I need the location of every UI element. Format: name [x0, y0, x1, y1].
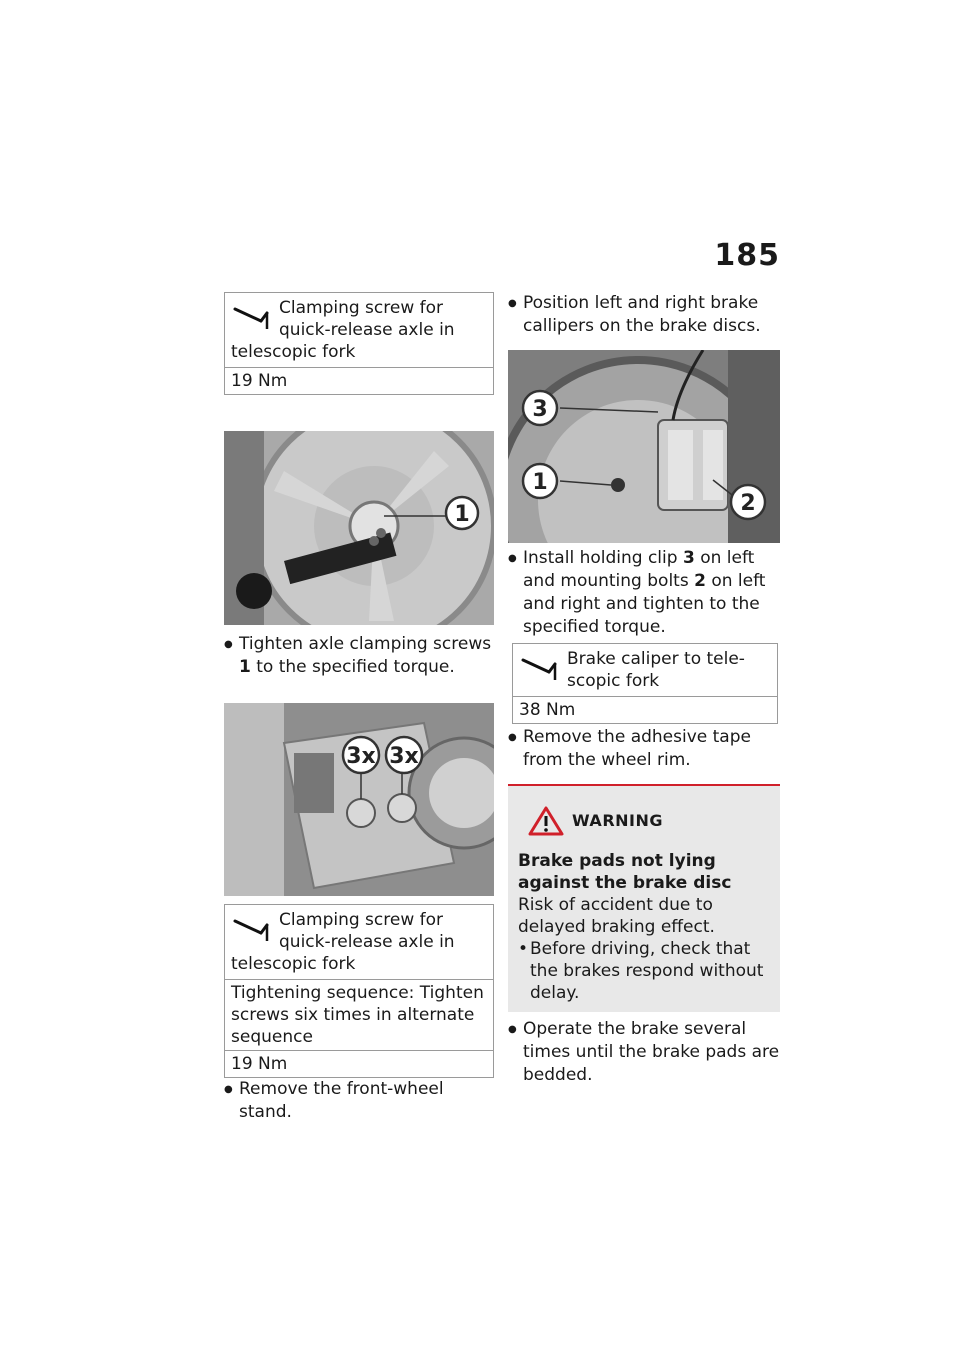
torque-spec-axle-clamp: [224, 292, 494, 395]
step-tighten-axle: ● Tighten axle clamping screws 1 to the specified torque.: [224, 633, 494, 679]
torque-sequence: Tightening sequence: Tighten screws six times in alternate sequence: [225, 980, 493, 1051]
torque-value: 19 Nm: [231, 1054, 288, 1074]
warning-triangle-icon: [528, 806, 564, 836]
step-list: [508, 292, 780, 338]
warning-bullets: [518, 938, 770, 1004]
step-remove-stand: ● Remove the front-wheel stand.: [224, 1078, 494, 1124]
torque-label: telescopic fork: [231, 342, 356, 362]
torque-wrench-icon: [231, 915, 277, 943]
left-column: [224, 292, 494, 1124]
fork-clamp-illustration: [224, 703, 494, 896]
callout-label: 2: [740, 491, 756, 516]
callout-label: 3x: [346, 744, 376, 769]
step-position-callipers: ● Position left and right brake callipers on the brake discs.: [508, 292, 780, 338]
step-list: [508, 1018, 780, 1087]
brake-caliper-photo: [508, 350, 780, 543]
torque-label: Clamping screw for: [279, 910, 444, 930]
callout-label: 1: [532, 470, 548, 495]
step-remove-tape: ● Remove the adhesive tape from the wheel rim.: [508, 726, 780, 772]
warning-box: [508, 784, 780, 1012]
step-list: [224, 633, 494, 679]
callout-label: 3x: [389, 744, 419, 769]
callout-label: 3: [532, 397, 548, 422]
step-list: [224, 1078, 494, 1124]
step-list: [508, 547, 780, 639]
callout-label: 1: [454, 502, 470, 527]
warning-label: WARNING: [572, 811, 663, 830]
step-bed-pads: ● Operate the brake several times until the brake pads are bedded.: [508, 1018, 780, 1087]
step-install-clip: ● Install holding clip 3 on left and mounting bolts 2 on left and right and tighten to the specified torque.: [508, 547, 780, 639]
page-number: 185: [714, 238, 780, 273]
step-list: [508, 726, 780, 772]
torque-label: quick-release axle in: [279, 320, 455, 340]
torque-spec-axle-clamp-sequence: [224, 904, 494, 1078]
axle-clamp-photo: [224, 431, 494, 625]
torque-label: telescopic fork: [231, 954, 356, 974]
torque-value: 19 Nm: [231, 371, 288, 391]
brake-caliper-illustration: [508, 350, 780, 543]
warning-bullet: • Before driving, check that the brakes respond without delay.: [518, 938, 770, 1004]
right-column: [508, 292, 780, 1087]
torque-wrench-icon: [231, 303, 277, 331]
warning-title: Brake pads not lying against the brake disc: [518, 851, 732, 893]
wheel-hub-illustration: [224, 431, 494, 625]
torque-value: 38 Nm: [519, 700, 576, 720]
torque-spec-brake-caliper: [512, 643, 778, 724]
torque-wrench-icon: [519, 654, 565, 682]
warning-text: Risk of accident due to delayed braking effect.: [518, 895, 715, 937]
torque-label: quick-release axle in: [279, 932, 455, 952]
torque-label: scopic fork: [567, 671, 660, 691]
torque-label: Brake caliper to tele-: [567, 649, 745, 669]
torque-label: Clamping screw for: [279, 298, 444, 318]
fork-screws-photo: [224, 703, 494, 896]
